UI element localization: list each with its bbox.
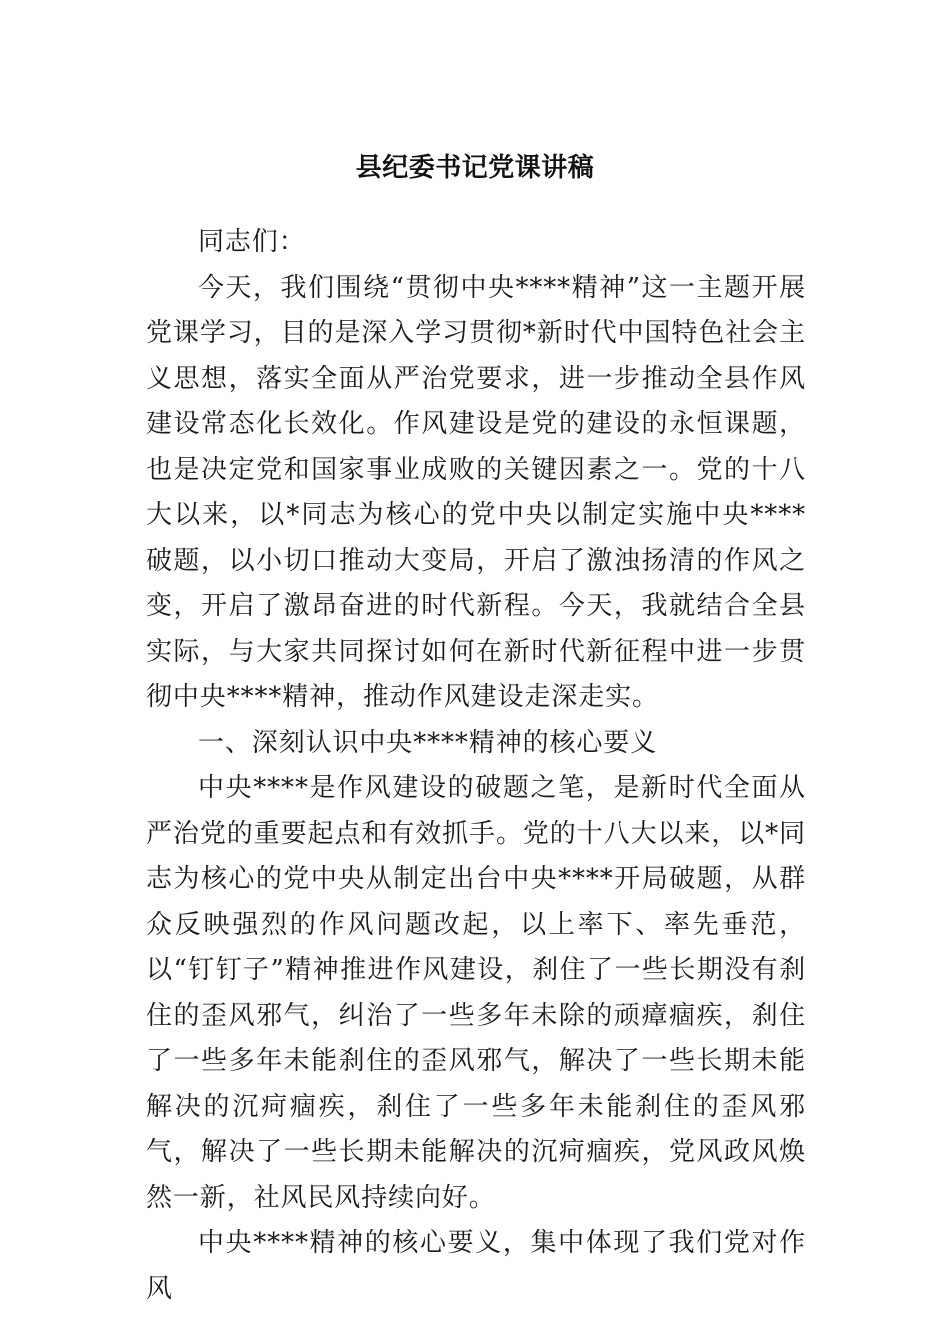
document-title: 县纪委书记党课讲稿 [355, 153, 595, 183]
body-paragraph: 中央****精神的核心要义，集中体现了我们党对作风 [146, 1228, 806, 1304]
body-paragraph: 中央****是作风建设的破题之笔，是新时代全面从严治党的重要起点和有效抓手。党的十八大以来，以*同志为核心的党中央从制定出台中央****开局破题，从群众反映强烈的作风问题改起，以上率下、率先垂范，以“钉钉子”精神推进作风建设，刹住了一些长期没有刹住的歪风邪气，纠治了一些多年未除的顽瘴痼疾，刹住了一些多年未能刹住的歪风邪气，解决了一些长期未能解决的沉疴痼疾，刹住了一些多年未能刹住的歪风邪气，解决了一些长期未能解决的沉疴痼疾，党风政风焕然一新，社风民风持续向好。 [146, 773, 806, 1213]
section-heading: 一、深刻认识中央****精神的核心要义 [198, 727, 658, 758]
intro-paragraph: 今天，我们围绕“贯彻中央****精神”这一主题开展党课学习，目的是深入学习贯彻*新时代中国特色社会主义思想，落实全面从严治党要求，进一步推动全县作风建设常态化长效化。作风建设是党的建设的永恒课题，也是决定党和国家事业成败的关键因素之一。党的十八大以来，以*同志为核心的党中央以制定实施中央****破题，以小切口推动大变局，开启了激浊扬清的作风之变，开启了激昂奋进的时代新程。今天，我就结合全县实际，与大家共同探讨如何在新时代新征程中进一步贯彻中央****精神，推动作风建设走深走实。 [146, 272, 806, 712]
salutation-paragraph: 同志们： [198, 227, 306, 257]
document-body [146, 220, 806, 1312]
